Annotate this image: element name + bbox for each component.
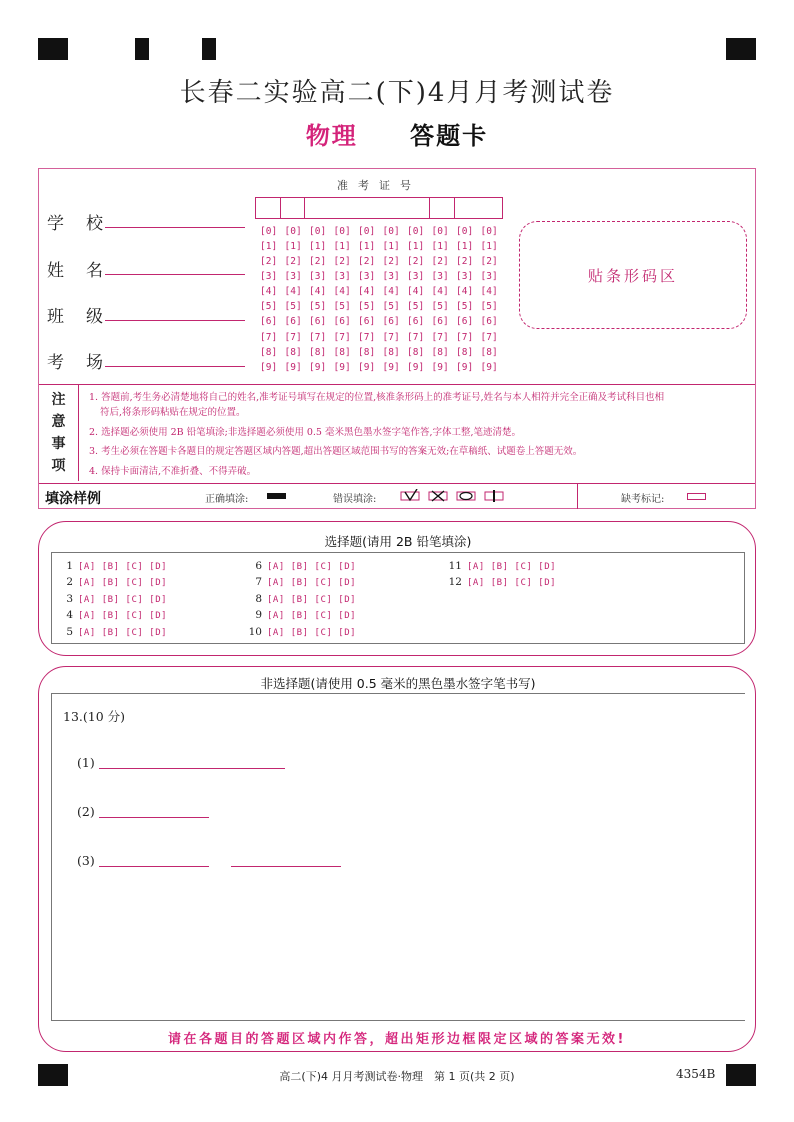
exam-number-digit[interactable]: [6] <box>260 316 278 328</box>
choice-option-bubble[interactable]: [B] <box>290 578 309 589</box>
choice-option-bubble[interactable]: [B] <box>101 627 120 638</box>
exam-number-digit[interactable]: [8] <box>431 346 449 358</box>
exam-number-digit[interactable]: [7] <box>284 331 302 343</box>
exam-number-digit[interactable]: [7] <box>431 331 449 343</box>
choice-question-row <box>55 608 173 624</box>
exam-number-digit[interactable]: [6] <box>333 316 351 328</box>
exam-number-digit[interactable]: [8] <box>260 346 278 358</box>
legend-divider <box>577 484 578 509</box>
exam-number-digit[interactable]: [7] <box>309 331 327 343</box>
position-mark-top-left <box>38 38 68 60</box>
choice-option-bubble[interactable]: [A] <box>267 627 285 638</box>
exam-number-digit[interactable]: [0] <box>407 226 425 237</box>
correct-fill-sample <box>267 493 286 499</box>
choice-option-bubble[interactable]: [C] <box>125 627 144 638</box>
position-mark-top-3 <box>202 38 216 60</box>
choice-option-bubble[interactable]: [C] <box>314 611 333 622</box>
exam-number-digit[interactable]: [5] <box>456 301 474 313</box>
exam-number-digit[interactable]: [3] <box>456 271 474 283</box>
exam-number-digit[interactable]: [0] <box>456 226 474 237</box>
legend-correct: 正确填涂: <box>205 494 249 505</box>
choice-title: 选择题(请用 2B 铅笔填涂) <box>324 534 472 549</box>
exam-number-digit[interactable]: [9] <box>480 361 498 373</box>
choice-question-row <box>244 575 362 591</box>
choice-question-row <box>244 592 362 608</box>
nonchoice-section <box>38 666 756 1052</box>
exam-number-digit[interactable]: [4] <box>382 286 400 298</box>
part-1-label: (1) <box>77 755 95 770</box>
exam-number-digit[interactable]: [0] <box>260 226 278 237</box>
answer-area-warning: 请在各题目的答题区域内作答，超出矩形边框限定区域的答案无效! <box>168 1032 626 1047</box>
choice-option-bubble[interactable]: [A] <box>267 611 285 622</box>
exam-number-digit[interactable]: [2] <box>260 256 278 268</box>
choice-option-bubble[interactable]: [D] <box>149 578 168 589</box>
legend-absent: 缺考标记: <box>621 494 665 505</box>
choice-option-bubble[interactable]: [C] <box>125 578 144 589</box>
choice-option-bubble[interactable]: [B] <box>101 562 120 572</box>
exam-number-digit[interactable]: [5] <box>480 301 498 313</box>
wrong-fill-samples <box>399 489 509 503</box>
choice-option-bubble[interactable]: [A] <box>78 562 96 572</box>
exam-number-digit[interactable]: [2] <box>284 256 302 268</box>
choice-option-bubble[interactable]: [D] <box>338 578 357 589</box>
choice-option-bubble[interactable]: [D] <box>149 562 168 572</box>
exam-number-digit[interactable]: [7] <box>333 331 351 343</box>
exam-number-digit[interactable]: [9] <box>382 361 400 373</box>
choice-option-bubble[interactable]: [B] <box>490 562 509 572</box>
exam-number-digit[interactable]: [8] <box>333 346 351 358</box>
exam-number-digit[interactable]: [2] <box>309 256 327 268</box>
choice-option-bubble[interactable]: [A] <box>467 578 485 589</box>
exam-number-digit[interactable]: [9] <box>431 361 449 373</box>
exam-number-digit[interactable]: [3] <box>480 271 498 283</box>
choice-question-row <box>444 575 562 591</box>
exam-number-digit[interactable]: [3] <box>309 271 327 283</box>
field-label-school: 学校 <box>47 214 125 234</box>
exam-number-digit[interactable]: [4] <box>260 286 278 298</box>
question-number: 8 <box>255 592 262 605</box>
legend-wrong: 错误填涂: <box>333 494 377 505</box>
exam-number-digit[interactable]: [1] <box>480 241 498 253</box>
exam-number-digit[interactable]: [8] <box>309 346 327 358</box>
question-number: 2 <box>66 576 73 589</box>
notice-item: 1. 答题前,考生务必清楚地将自己的姓名,准考证号填写在规定的位置,核准条形码上的准考证号,姓名与本人相符并完全正确及考试科目也相 <box>89 392 665 403</box>
part-2-label: (2) <box>77 804 95 819</box>
notice-item: 符后,将条形码粘贴在规定的位置。 <box>100 407 246 419</box>
exam-number-digit[interactable]: [7] <box>407 331 425 343</box>
exam-number-digit[interactable]: [8] <box>480 346 498 358</box>
absent-mark-box[interactable] <box>687 493 706 500</box>
exam-number-digit[interactable]: [4] <box>456 286 474 298</box>
notice-items <box>89 388 749 481</box>
legend-title: 填涂样例 <box>45 491 101 507</box>
exam-number-digit[interactable]: [4] <box>431 286 449 298</box>
exam-number-digit[interactable]: [9] <box>358 361 376 373</box>
exam-number-digit[interactable]: [6] <box>407 316 425 328</box>
choice-option-bubble[interactable]: [D] <box>338 594 357 605</box>
choice-option-bubble[interactable]: [C] <box>314 562 333 572</box>
field-label-room: 考场 <box>47 353 125 373</box>
choice-option-bubble[interactable]: [B] <box>101 578 120 589</box>
choice-question-row <box>55 575 173 591</box>
exam-number-digit[interactable]: [3] <box>407 271 425 283</box>
choice-option-bubble[interactable]: [C] <box>314 578 333 589</box>
fill-legend <box>39 483 755 508</box>
question-number: 4 <box>66 609 73 622</box>
choice-option-bubble[interactable]: [C] <box>514 562 533 572</box>
answer-card-label: 答题卡 <box>410 121 489 150</box>
exam-number-digit[interactable]: [6] <box>431 316 449 328</box>
question-number: 1 <box>66 560 73 572</box>
choice-option-bubble[interactable]: [A] <box>267 594 285 605</box>
choice-option-bubble[interactable]: [A] <box>78 578 96 589</box>
exam-number-digit[interactable]: [2] <box>407 256 425 268</box>
part-3-answer-line-a[interactable] <box>99 866 209 867</box>
choice-question-row <box>244 625 362 641</box>
choice-option-bubble[interactable]: [B] <box>490 578 509 589</box>
choice-option-bubble[interactable]: [D] <box>338 562 357 572</box>
exam-number-digit[interactable]: [4] <box>333 286 351 298</box>
exam-number-digit[interactable]: [3] <box>260 271 278 283</box>
exam-number-digit[interactable]: [2] <box>358 256 376 268</box>
choice-option-bubble[interactable]: [A] <box>78 594 96 605</box>
exam-number-digit[interactable]: [8] <box>407 346 425 358</box>
exam-number-digit[interactable]: [5] <box>309 301 327 313</box>
notice-label: 注 意 事 项 <box>39 385 79 481</box>
notice-item: 4. 保持卡面清洁,不准折叠、不得弄破。 <box>89 465 257 477</box>
exam-number-digit[interactable]: [0] <box>480 226 498 237</box>
question-number: 12 <box>448 576 462 589</box>
choice-option-bubble[interactable]: [D] <box>538 562 557 572</box>
part-2-answer-line[interactable] <box>99 817 209 818</box>
exam-number-digit[interactable]: [4] <box>480 286 498 298</box>
exam-number-title: 准考证号 <box>337 179 421 192</box>
choice-question-row <box>55 559 173 575</box>
exam-number-digit[interactable]: [8] <box>358 346 376 358</box>
choice-section <box>38 521 756 656</box>
choice-option-bubble[interactable]: [B] <box>290 562 309 572</box>
exam-number-digit[interactable]: [1] <box>456 241 474 253</box>
exam-number-grid[interactable] <box>260 225 505 374</box>
exam-number-digit[interactable]: [2] <box>333 256 351 268</box>
exam-number-digit[interactable]: [6] <box>382 316 400 328</box>
choice-option-bubble[interactable]: [A] <box>267 578 285 589</box>
exam-number-digit[interactable]: [3] <box>284 271 302 283</box>
exam-number-digit[interactable]: [0] <box>309 226 327 237</box>
exam-number-digit[interactable]: [0] <box>333 226 351 237</box>
exam-number-digit[interactable]: [7] <box>260 331 278 343</box>
exam-number-digit[interactable]: [9] <box>456 361 474 373</box>
exam-number-digit[interactable]: [5] <box>407 301 425 313</box>
choice-column-2 <box>244 559 362 641</box>
exam-number-digit[interactable]: [6] <box>284 316 302 328</box>
exam-number-digit[interactable]: [4] <box>284 286 302 298</box>
choice-question-row <box>244 608 362 624</box>
nonchoice-title: 非选择题(请使用 0.5 毫米的黑色墨水签字笔书写) <box>260 676 536 691</box>
part-3-label: (3) <box>77 853 95 868</box>
exam-number-digit[interactable]: [1] <box>333 241 351 253</box>
exam-number-digit[interactable]: [9] <box>407 361 425 373</box>
subject-name: 物理 <box>305 121 358 150</box>
exam-number-digit[interactable]: [7] <box>358 331 376 343</box>
exam-number-digit[interactable]: [1] <box>382 241 400 253</box>
exam-number-digit[interactable]: [0] <box>431 226 449 237</box>
exam-number-digit[interactable]: [6] <box>309 316 327 328</box>
choice-option-bubble[interactable]: [B] <box>290 611 309 622</box>
choice-option-bubble[interactable]: [B] <box>101 611 120 622</box>
exam-number-digit[interactable]: [9] <box>260 361 278 373</box>
exam-number-digit[interactable]: [0] <box>382 226 400 237</box>
question-number: 9 <box>255 609 262 622</box>
exam-number-digit[interactable]: [7] <box>480 331 498 343</box>
exam-title: 长春二实验高二(下)4月月考测试卷 <box>179 78 615 108</box>
exam-number-digit[interactable]: [4] <box>358 286 376 298</box>
exam-number-digit[interactable]: [9] <box>309 361 327 373</box>
exam-number-digit[interactable]: [7] <box>382 331 400 343</box>
choice-option-bubble[interactable]: [B] <box>290 627 309 638</box>
choice-option-bubble[interactable]: [D] <box>338 611 357 622</box>
part-3-answer-line-b[interactable] <box>231 866 341 867</box>
exam-number-digit[interactable]: [9] <box>333 361 351 373</box>
exam-number-digit[interactable]: [5] <box>358 301 376 313</box>
exam-number-digit[interactable]: [1] <box>260 241 278 253</box>
page-footer: 高二(下)4 月月考测试卷·物理 第 1 页(共 2 页) <box>279 1070 515 1083</box>
question-number: 6 <box>255 560 262 572</box>
exam-number-digit[interactable]: [3] <box>358 271 376 283</box>
position-mark-top-right <box>726 38 756 60</box>
field-label-class: 班级 <box>47 307 125 327</box>
exam-number-digit[interactable]: [3] <box>431 271 449 283</box>
exam-number-digit[interactable]: [5] <box>284 301 302 313</box>
exam-number-digit[interactable]: [1] <box>358 241 376 253</box>
exam-number-digit[interactable]: [1] <box>407 241 425 253</box>
choice-option-bubble[interactable]: [C] <box>314 627 333 638</box>
exam-number-digit[interactable]: [5] <box>431 301 449 313</box>
subtitle-row <box>0 116 794 151</box>
choice-option-bubble[interactable]: [C] <box>514 578 533 589</box>
question-number: 11 <box>448 560 462 572</box>
choice-option-bubble[interactable]: [B] <box>101 594 120 605</box>
question-number: 7 <box>255 576 262 589</box>
choice-question-row <box>55 625 173 641</box>
choice-option-bubble[interactable]: [D] <box>538 578 557 589</box>
notice-item: 2. 选择题必须使用 2B 铅笔填涂;非选择题必须使用 0.5 毫米黑色墨水签字笔作答,字体工整,笔迹清楚。 <box>89 426 522 438</box>
part-1-answer-line[interactable] <box>99 768 285 769</box>
exam-number-digit[interactable]: [3] <box>382 271 400 283</box>
choice-option-bubble[interactable]: [C] <box>125 611 144 622</box>
question-number: 3 <box>66 592 73 605</box>
choice-option-bubble[interactable]: [C] <box>125 594 144 605</box>
room-input[interactable] <box>105 366 245 367</box>
exam-number-digit[interactable]: [1] <box>284 241 302 253</box>
exam-number-digit[interactable]: [2] <box>431 256 449 268</box>
choice-option-bubble[interactable]: [A] <box>78 627 96 638</box>
question-13-label: 13.(10 分) <box>63 709 126 724</box>
question-number: 10 <box>248 625 262 638</box>
exam-number-digit[interactable]: [9] <box>284 361 302 373</box>
choice-option-bubble[interactable]: [D] <box>149 611 168 622</box>
info-frame <box>38 168 756 509</box>
choice-option-bubble[interactable]: [C] <box>314 594 333 605</box>
choice-option-bubble[interactable]: [C] <box>125 562 144 572</box>
choice-question-row <box>244 559 362 575</box>
exam-number-digit[interactable]: [7] <box>456 331 474 343</box>
exam-number-digit[interactable]: [6] <box>480 316 498 328</box>
choice-option-bubble[interactable]: [D] <box>149 594 168 605</box>
choice-option-bubble[interactable]: [A] <box>267 562 285 572</box>
choice-option-bubble[interactable]: [D] <box>338 627 357 638</box>
choice-option-bubble[interactable]: [B] <box>290 594 309 605</box>
class-input[interactable] <box>105 320 245 321</box>
choice-column-1 <box>55 559 173 641</box>
exam-number-digit[interactable]: [8] <box>456 346 474 358</box>
exam-number-digit[interactable]: [2] <box>480 256 498 268</box>
exam-number-digit[interactable]: [4] <box>309 286 327 298</box>
exam-number-digit[interactable]: [2] <box>456 256 474 268</box>
exam-number-digit[interactable]: [8] <box>382 346 400 358</box>
question-number: 5 <box>66 625 73 638</box>
exam-number-digit[interactable]: [3] <box>333 271 351 283</box>
exam-number-digit[interactable]: [1] <box>431 241 449 253</box>
exam-number-digit[interactable]: [5] <box>333 301 351 313</box>
exam-number-digit[interactable]: [2] <box>382 256 400 268</box>
exam-number-digit[interactable]: [6] <box>358 316 376 328</box>
choice-option-bubble[interactable]: [A] <box>78 611 96 622</box>
choice-option-bubble[interactable]: [A] <box>467 562 485 572</box>
exam-number-digit[interactable]: [1] <box>309 241 327 253</box>
exam-number-digit[interactable]: [8] <box>284 346 302 358</box>
nonchoice-answer-box <box>51 693 745 1021</box>
choice-column-3 <box>444 559 562 592</box>
exam-number-digit[interactable]: [0] <box>284 226 302 237</box>
notice-item: 3. 考生必须在答题卡各题目的规定答题区域内答题,超出答题区域范围书写的答案无效;在草稿纸、试题卷上答题无效。 <box>89 446 583 458</box>
exam-number-digit[interactable]: [6] <box>456 316 474 328</box>
choice-option-bubble[interactable]: [D] <box>149 627 168 638</box>
field-label-name: 姓名 <box>47 261 125 281</box>
exam-number-digit[interactable]: [4] <box>407 286 425 298</box>
exam-number-digit[interactable]: [5] <box>382 301 400 313</box>
position-mark-top-2 <box>135 38 149 60</box>
exam-number-boxes[interactable] <box>255 197 503 219</box>
name-input[interactable] <box>105 274 245 275</box>
paper-code: 4354B <box>676 1067 716 1081</box>
exam-number-digit[interactable]: [5] <box>260 301 278 313</box>
school-input[interactable] <box>105 227 245 228</box>
choice-question-row <box>444 559 562 575</box>
notice-block <box>39 384 755 480</box>
exam-number-digit[interactable]: [0] <box>358 226 376 237</box>
barcode-area: 贴条形码区 <box>519 221 747 329</box>
choice-question-row <box>55 592 173 608</box>
